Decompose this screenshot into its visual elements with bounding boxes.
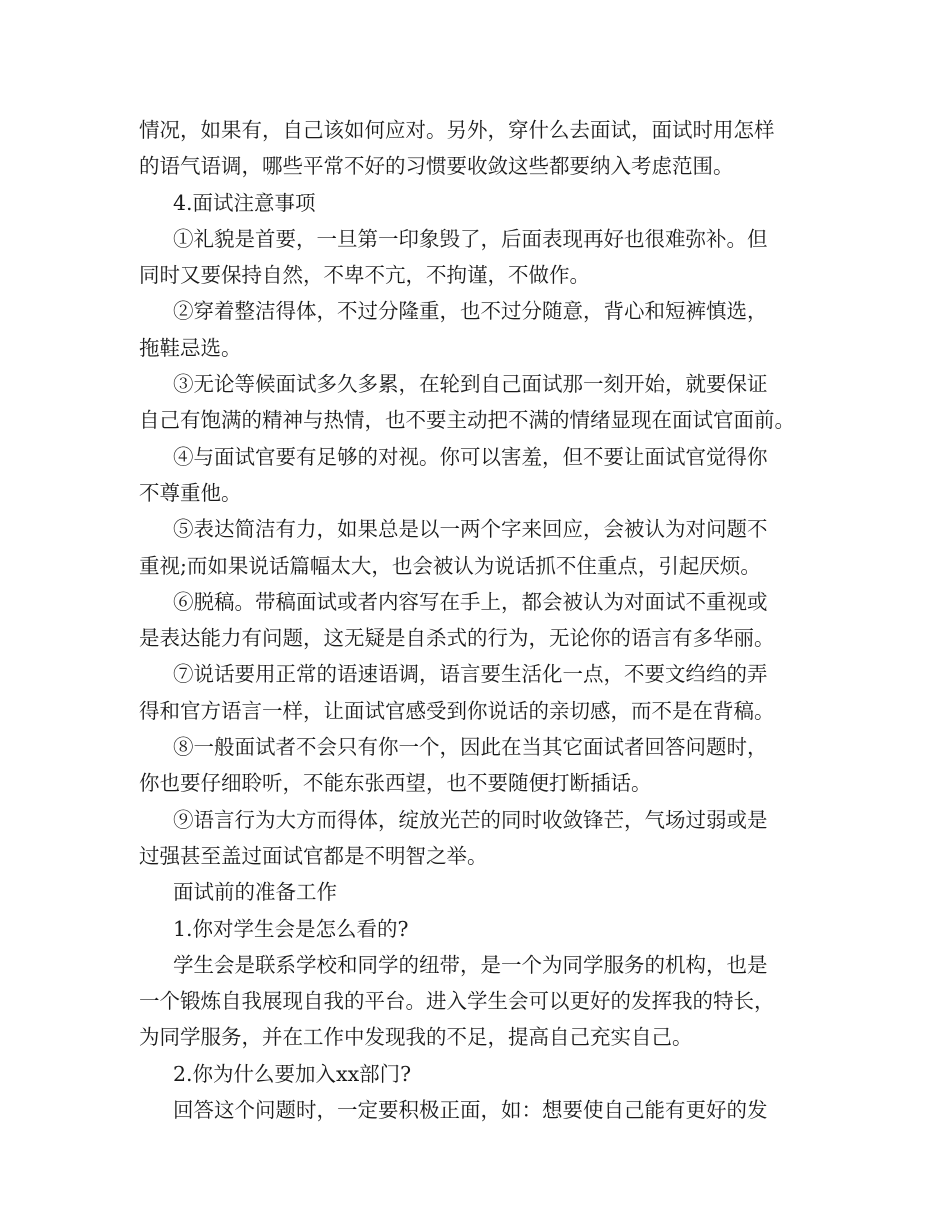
text-line: 回答这个问题时，一定要积极正面，如：想要使自己能有更好的发 [173,1098,768,1123]
question-heading: 1.你对学生会是怎么看的? [173,916,409,941]
question-heading: 2.你为什么要加入xx部门? [173,1061,412,1086]
section-heading: 4.面试注意事项 [173,190,316,215]
text-line: 为同学服务，并在工作中发现我的不足，提高自己充实自己。 [139,1025,693,1050]
text-line: 过强甚至盖过面试官都是不明智之举。 [139,843,488,868]
text-line: ③无论等候面试多久多累，在轮到自己面试那一刻开始，就要保证 [173,372,768,397]
text-line: 你也要仔细聆听，不能东张西望，也不要随便打断插话。 [139,771,652,796]
text-line: ⑦说话要用正常的语速语调，语言要生活化一点，不要文绉绉的弄 [173,662,768,687]
text-line: 不尊重他。 [139,480,242,505]
text-line: ①礼貌是首要，一旦第一印象毁了，后面表现再好也很难弥补。但 [173,226,768,251]
text-line: ④与面试官要有足够的对视。你可以害羞，但不要让面试官觉得你 [173,444,768,469]
text-line: 学生会是联系学校和同学的纽带，是一个为同学服务的机构，也是 [173,952,768,977]
section-heading: 面试前的准备工作 [173,880,337,905]
text-line: ⑤表达简洁有力，如果总是以一两个字来回应，会被认为对问题不 [173,517,768,542]
text-line: 得和官方语言一样，让面试官感受到你说话的亲切感，而不是在背稿。 [139,698,775,723]
text-line: ⑧一般面试者不会只有你一个，因此在当其它面试者回答问题时， [173,735,768,760]
document-body [139,112,819,1128]
text-line: ⑥脱稿。带稿面试或者内容写在手上，都会被认为对面试不重视或 [173,589,768,614]
text-line: ⑨语言行为大方而得体，绽放光芒的同时收敛锋芒，气场过弱或是 [173,807,768,832]
text-line: 是表达能力有问题，这无疑是自杀式的行为，无论你的语言有多华丽。 [139,626,775,651]
text-line: 同时又要保持自然，不卑不亢，不拘谨，不做作。 [139,263,590,288]
text-line: 情况，如果有，自己该如何应对。另外，穿什么去面试，面试时用怎样 [139,118,775,142]
text-line: 重视;而如果说话篇幅太大，也会被认为说话抓不住重点，引起厌烦。 [139,553,761,578]
text-line: 的语气语调，哪些平常不好的习惯要收敛这些都要纳入考虑范围。 [139,154,734,179]
text-line: 拖鞋忌选。 [139,335,242,360]
text-line: ②穿着整洁得体，不过分隆重，也不过分随意，背心和短裤慎选， [173,299,768,324]
text-line: 自己有饱满的精神与热情，也不要主动把不满的情绪显现在面试官面前。 [139,408,795,433]
text-line: 一个锻炼自我展现自我的平台。进入学生会可以更好的发挥我的特长， [139,989,775,1014]
